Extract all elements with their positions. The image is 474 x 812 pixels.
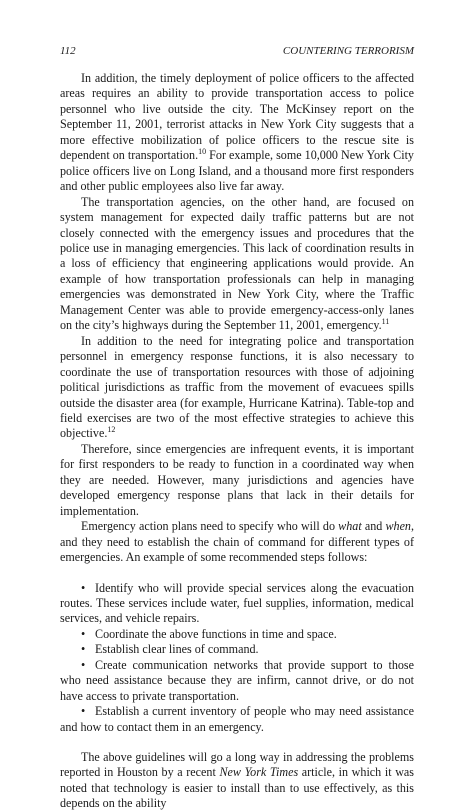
footnote-ref-10: 10 bbox=[198, 147, 207, 157]
page-number: 112 bbox=[60, 45, 76, 57]
bullet-item-inventory: • Establish a current inventory of people who may need assistance and how to contact them in an emergency. bbox=[60, 704, 414, 734]
paragraph-police-deployment: In addition, the timely deployment of police officers to the affected areas requires an ability to provide transportation access to police personnel who live outside the city. The McKinsey report on the September 11, 2001, terrorist attacks in New York City suggests that a more effective mobilization of police officers to the rescue site is dependent on transportation.$^{10}$ For example, some 10,000 New York City police officers live on Long Island, and a thousand more first responders and other public employees also live far away. bbox=[60, 71, 414, 194]
footnote-ref-11: 11 bbox=[381, 317, 390, 327]
bullet-item-communication-networks: • Create communication networks that provide support to those who need assistance because they are infirm, cannot drive, or do not have access to private transportation. bbox=[60, 657, 414, 703]
running-title: COUNTERING TERRORISM bbox=[282, 45, 414, 57]
paragraph-action-plans: Emergency action plans need to specify who will do what and when, and they need to establish the chain of command for different types of emergencies. An example of some recommended steps follows: bbox=[60, 519, 415, 565]
bullet-icon: • bbox=[81, 704, 86, 719]
paragraph-infrequent-events: Therefore, since emergencies are infrequent events, it is important for first responders to be ready to function in a coordinated way when they are needed. However, many jurisdictions and agencies have developed emergency response plans that lack in their details for implementation. bbox=[60, 441, 414, 518]
bullet-item-special-services: • Identify who will provide special services along the evacuation routes. These services include water, fuel supplies, information, medical services, and vehicle repairs. bbox=[60, 580, 414, 626]
bullet-item-chain-of-command: • Establish clear lines of command. bbox=[81, 642, 259, 657]
bullet-item-coordinate: • Coordinate the above functions in time and space. bbox=[81, 626, 337, 641]
bullet-icon: • bbox=[81, 580, 86, 595]
paragraph-jurisdictions: In addition to the need for integrating police and transportation personnel in emergency response functions, it is also necessary to coordinate the use of transportation resources with those of adjoining political jurisdictions as traffic from the movement of evacuees spills outside the disaster area (for example, Hurricane Katrina). Table-top and field exercises are two of the most effective strategies to achieve this objective.$^{12}$ bbox=[60, 333, 414, 441]
paragraph-houston-guidelines: The above guidelines will go a long way in addressing the problems reported in Houston by a recent New York Times article, in which it was noted that technology is easier to install than to use effectively, as this depends on the ability bbox=[60, 750, 415, 811]
body-text bbox=[60, 71, 414, 812]
footnote-ref-12: 12 bbox=[107, 425, 116, 435]
paragraph-transportation-agencies: The transportation agencies, on the other hand, are focused on system management for expected daily traffic patterns but are not closely connected with the emergency issues and procedures that the police use in managing emergencies. This lack of coordination results in a loss of efficiency that engineering applications would provide. An example of how transportation professionals can help in managing emergencies was demonstrated in New York City, where the Traffic Management Center was able to provide emergency-access-only lanes on the city’s highways during the September 11, 2001, emergency.$^{11}$ bbox=[60, 194, 414, 333]
bullet-icon: • bbox=[81, 642, 86, 657]
bullet-icon: • bbox=[81, 626, 86, 641]
bullet-icon: • bbox=[81, 657, 86, 672]
